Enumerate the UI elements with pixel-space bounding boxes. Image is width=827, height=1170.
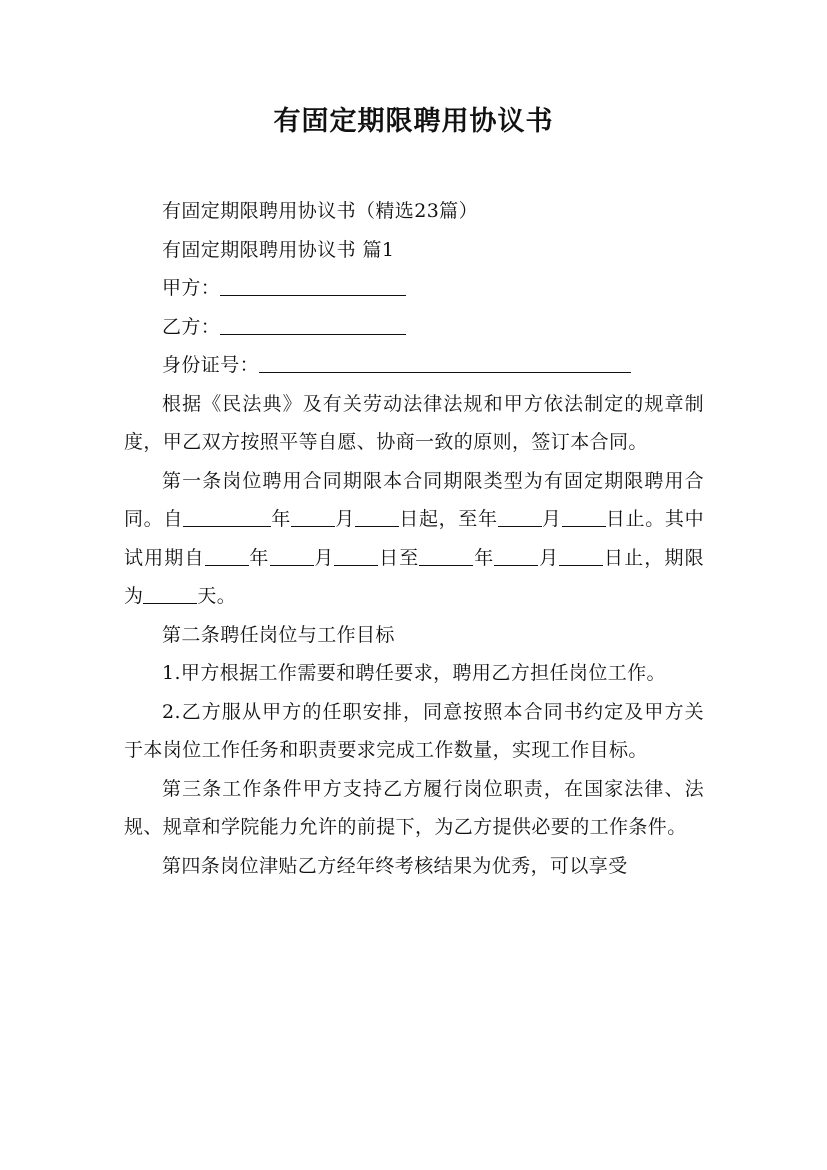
id-blank: [259, 354, 631, 373]
article4-paragraph: 第四条岗位津贴乙方经年终考核结果为优秀，可以享受: [162, 854, 628, 877]
id-label: 身份证号：: [162, 354, 260, 376]
trial-end-year-blank: [419, 547, 473, 566]
article1-text: 日起，至年: [398, 508, 498, 530]
article1-text: 月: [313, 546, 335, 569]
end-day-blank: [562, 508, 606, 527]
start-year-blank: [183, 508, 271, 527]
party-a-line: [124, 269, 704, 308]
article3-paragraph: 第三条工作条件甲方支持乙方履行岗位职责，在国家法律、法规、规章和学院能力允许的前提下，为乙方提供必要的工作条件。: [124, 777, 704, 838]
item1-paragraph: 1.甲方根据工作需要和聘任要求，聘用乙方担任岗位工作。: [162, 662, 666, 684]
article1-text: 年: [248, 546, 270, 569]
id-line: [124, 346, 704, 385]
trial-end-month-blank: [494, 547, 538, 566]
section-heading: 有固定期限聘用协议书 篇1: [162, 238, 395, 261]
start-month-blank: [291, 508, 335, 527]
article1-text: 月: [538, 546, 560, 569]
party-a-blank: [220, 277, 406, 296]
party-b-line: [124, 308, 704, 347]
article1-text: 月: [335, 508, 355, 530]
article1-text: 日止，期限为: [124, 546, 705, 607]
trial-start-month-blank: [270, 547, 314, 566]
article1-text: 年: [473, 546, 495, 569]
article1-text: 年: [271, 508, 292, 530]
document-body: [124, 192, 704, 885]
trial-start-year-blank: [205, 547, 249, 566]
item2-paragraph: 2.乙方服从甲方的任职安排，同意按照本合同书约定及甲方关于本岗位工作任务和职责要求完成工作数量，实现工作目标。: [124, 700, 704, 761]
article1-text: 日止。其中试用期自: [124, 508, 705, 569]
end-month-blank: [498, 508, 542, 527]
article2-heading: 第二条聘任岗位与工作目标: [162, 623, 395, 646]
article1-text: 第一条岗位聘用合同期限本合同期限类型为有固定期限聘用合同。自: [124, 469, 704, 530]
trial-start-day-blank: [334, 547, 378, 566]
trial-end-day-blank: [559, 547, 603, 566]
party-b-blank: [220, 316, 406, 335]
article1-text: 月: [541, 508, 562, 530]
article1-paragraph: [124, 462, 704, 616]
article1-text: 天。: [197, 585, 237, 607]
party-a-label: 甲方：: [162, 277, 221, 299]
start-day-blank: [355, 508, 399, 527]
duration-days-blank: [143, 585, 197, 604]
subtitle: 有固定期限聘用协议书（精选23篇）: [162, 200, 478, 222]
document-title: 有固定期限聘用协议书: [273, 106, 554, 137]
article1-text: 日至: [378, 546, 420, 569]
preamble-paragraph: 根据《民法典》及有关劳动法律法规和甲方依法制定的规章制度，甲乙双方按照平等自愿、协商一致的原则，签订本合同。: [124, 392, 704, 453]
party-b-label: 乙方：: [162, 315, 221, 338]
